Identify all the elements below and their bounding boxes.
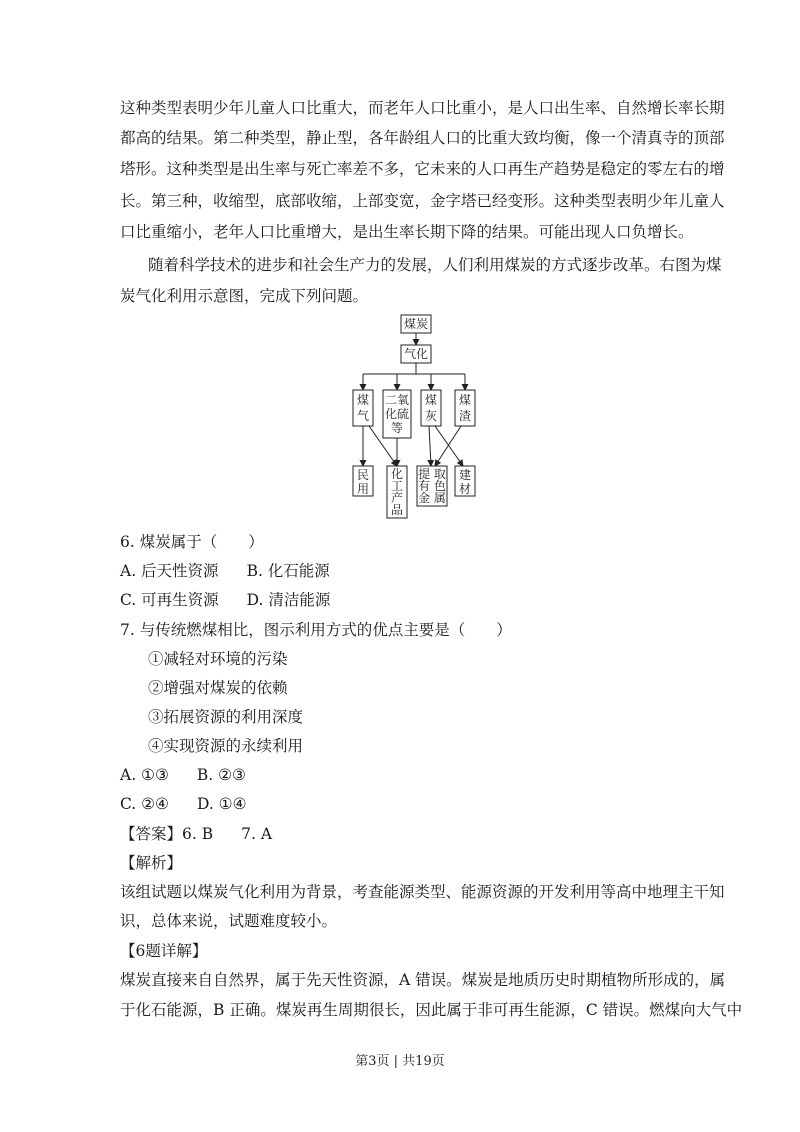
question-7-item: ②增强对煤炭的依赖 bbox=[148, 679, 288, 697]
option-a: A. ①③ bbox=[120, 766, 169, 784]
svg-text:用: 用 bbox=[356, 482, 370, 496]
detail-6-line: 于化石能源，B 正确。煤炭再生周期很长，因此属于非可再生能源，C 错误。燃煤向大气中 bbox=[120, 1001, 743, 1019]
svg-text:渣: 渣 bbox=[458, 409, 472, 423]
svg-text:民: 民 bbox=[356, 468, 370, 482]
option-d: D. 清洁能源 bbox=[246, 591, 331, 609]
paragraph-line: 塔形。这种类型是出生率与死亡率差不多，它未来的人口再生产趋势是稳定的零左右的增 bbox=[120, 160, 725, 178]
svg-text:气: 气 bbox=[356, 409, 370, 423]
question-6-stem: 6. 煤炭属于（ ） bbox=[120, 533, 264, 551]
svg-text:提 取: 提 取 bbox=[418, 467, 446, 481]
option-a: A. 后天性资源 bbox=[120, 562, 219, 580]
svg-text:化: 化 bbox=[390, 467, 404, 481]
paragraph-line: 长。第三种，收缩型，底部收缩，上部变宽，金字塔已经变形。这种类型表明少年儿童人 bbox=[120, 192, 725, 210]
paragraph-line: 都高的结果。第二种类型，静止型，各年龄组人口的比重大致均衡，像一个清真寺的顶部 bbox=[120, 129, 725, 147]
svg-text:有 色: 有 色 bbox=[418, 479, 446, 493]
svg-text:金 属: 金 属 bbox=[418, 491, 446, 505]
question-7-item: ④实现资源的永续利用 bbox=[148, 737, 304, 755]
answer-label: 【答案】 bbox=[120, 825, 183, 843]
svg-text:煤: 煤 bbox=[458, 393, 472, 407]
question-7-options-ab bbox=[120, 765, 690, 785]
paragraph-line: 炭气化利用示意图，完成下列问题。 bbox=[120, 287, 369, 305]
analysis-line: 识，总体来说，试题难度较小。 bbox=[120, 912, 338, 930]
svg-text:灰: 灰 bbox=[424, 409, 438, 423]
detail-6-line: 煤炭直接来自自然界，属于先天性资源，A 错误。煤炭是地质历史时期植物所形成的，属 bbox=[120, 971, 726, 989]
svg-text:二氧: 二氧 bbox=[384, 393, 410, 407]
question-7-item: ①减轻对环境的污染 bbox=[148, 650, 288, 668]
question-7-stem: 7. 与传统燃煤相比，图示利用方式的优点主要是（ ） bbox=[120, 621, 512, 639]
question-7-item: ③拓展资源的利用深度 bbox=[148, 708, 304, 726]
svg-text:等: 等 bbox=[390, 421, 404, 435]
analysis-heading: 【解析】 bbox=[120, 854, 183, 872]
svg-text:化硫: 化硫 bbox=[384, 407, 410, 421]
paragraph-line: 口比重缩小，老年人口比重增大，是出生率长期下降的结果。可能出现人口负增长。 bbox=[120, 223, 694, 241]
question-7-options-cd bbox=[120, 794, 690, 814]
paragraph-line: 这种类型表明少年儿童人口比重大，而老年人口比重小，是人口出生率、自然增长率长期 bbox=[120, 99, 725, 117]
option-c: C. 可再生资源 bbox=[120, 591, 219, 609]
svg-text:材: 材 bbox=[458, 482, 472, 496]
page-footer: 第3页 | 共19页 bbox=[355, 1054, 445, 1069]
detail-6-heading: 【6题详解】 bbox=[120, 942, 208, 960]
answer-7: 7. A bbox=[241, 825, 273, 843]
option-b: B. 化石能源 bbox=[246, 562, 330, 580]
svg-text:品: 品 bbox=[390, 503, 404, 517]
svg-text:煤: 煤 bbox=[356, 393, 370, 407]
option-d: D. ①④ bbox=[196, 795, 247, 813]
analysis-line: 该组试题以煤炭气化利用为背景，考查能源类型、能源资源的开发利用等高中地理主干知 bbox=[120, 883, 725, 901]
paragraph-line: 随着科学技术的进步和社会生产力的发展，人们利用煤炭的方式逐步改革。右图为煤 bbox=[148, 256, 722, 274]
option-b: B. ②③ bbox=[196, 766, 246, 784]
svg-text:建: 建 bbox=[458, 468, 472, 482]
gasify-label: 气化 bbox=[403, 347, 429, 361]
option-c: C. ②④ bbox=[120, 795, 169, 813]
svg-text:产: 产 bbox=[390, 491, 404, 505]
svg-text:煤: 煤 bbox=[424, 393, 438, 407]
answer-line bbox=[120, 824, 690, 844]
svg-text:工: 工 bbox=[390, 479, 404, 493]
question-6-options-cd bbox=[120, 590, 690, 610]
answer-6: 6. B bbox=[182, 825, 214, 843]
question-6-options-ab bbox=[120, 561, 690, 581]
coal-label: 煤炭 bbox=[403, 317, 429, 331]
coal-gasification-diagram bbox=[345, 312, 485, 520]
